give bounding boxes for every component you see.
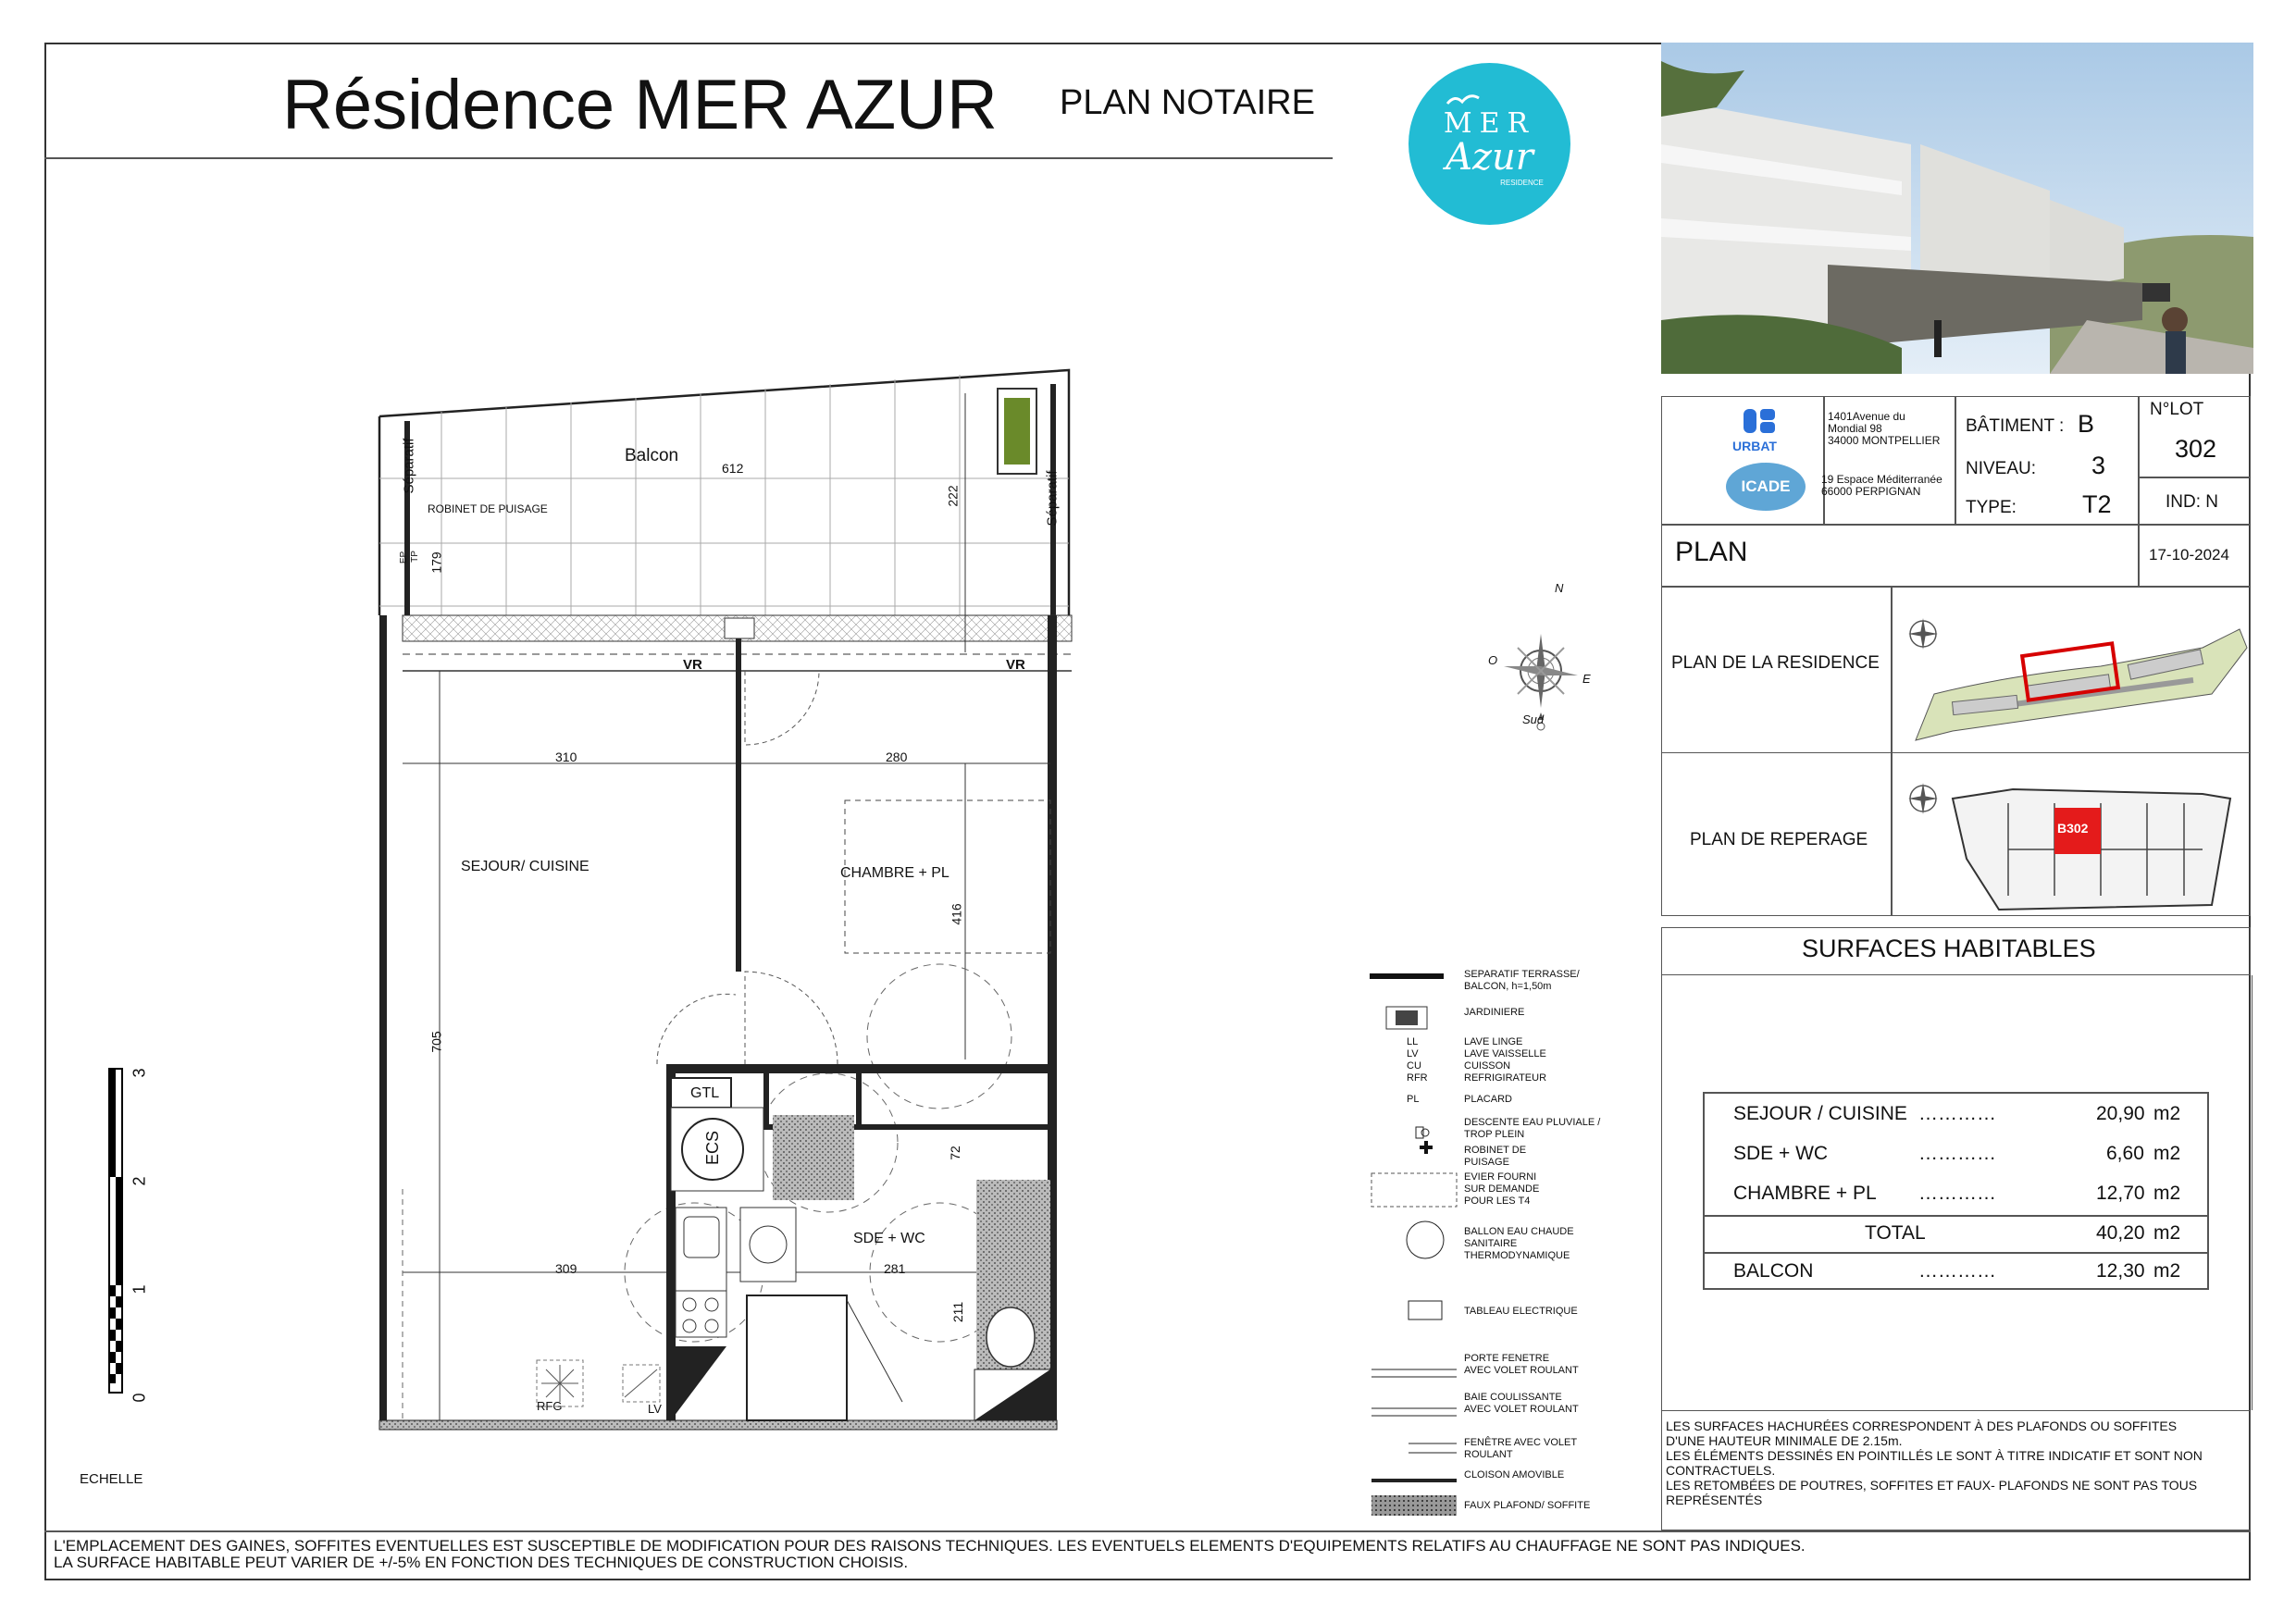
floor-plan <box>366 356 1106 1453</box>
room-sejour-label: SEJOUR/ CUISINE <box>461 859 590 874</box>
plan-date: 17-10-2024 <box>2149 546 2229 564</box>
compass-sud: Sud <box>1522 712 1545 726</box>
vr-label-left: VR <box>683 657 702 673</box>
legend-placard: PLACARD <box>1464 1094 1512 1105</box>
scale-tick-1: 1 <box>130 1284 149 1295</box>
surface-value: 12,70 <box>2096 1183 2145 1204</box>
legend-separatif: SEPARATIF TERRASSE/ BALCON, h=1,50m <box>1464 969 1580 992</box>
balcon-label: Balcon <box>625 446 679 465</box>
scale-tick-3: 3 <box>130 1068 149 1078</box>
dim-705: 705 <box>428 1031 444 1053</box>
legend-descente-eau: DESCENTE EAU PLUVIALE / TROP PLEIN <box>1464 1117 1601 1140</box>
legend-abbrev-codes: LL LV CU RFR <box>1407 1036 1428 1084</box>
surface-total-unit: m2 <box>2153 1222 2181 1244</box>
lv-label: LV <box>648 1402 662 1416</box>
compass-o: O <box>1488 653 1498 667</box>
legend-abbrev-meanings: LAVE LINGE LAVE VAISSELLE CUISSON REFRIGIRATEUR <box>1464 1036 1547 1084</box>
nlot-label: N°LOT <box>2150 400 2204 419</box>
legend-robinet: ROBINET DE PUISAGE <box>1464 1145 1527 1168</box>
surface-total-value: 40,20 <box>2096 1222 2145 1244</box>
niveau-label: NIVEAU: <box>1966 459 2037 478</box>
seagull-icon <box>1446 91 1483 109</box>
info-vline-3 <box>2138 396 2140 587</box>
icade-logo <box>1726 463 1806 511</box>
icade-address: 19 Espace Méditerranée 66000 PERPIGNAN <box>1821 473 1942 498</box>
notes-text: LES SURFACES HACHURÉES CORRESPONDENT À DES PLAFONDS OU SOFFITES D'UNE HAUTEUR MINIMALE DE 2.15m. LES ÉLÉMENTS DESSINÉS EN POINTILLÉS LE SONT À TITRE INDICATIF ET SONT NON CONTRACTUELS. LES RETOMBÉES DE POUTRES, SOFFITES ET FAUX- PLAFONDS NE SONT PAS TOUS REPRÉSENTÉS <box>1666 1419 2203 1507</box>
compass-icon <box>1481 574 1610 740</box>
info-hline-1 <box>2138 477 2251 478</box>
footer-divider <box>44 1530 2251 1532</box>
reperage-lot-tag: B302 <box>2057 821 2089 836</box>
scale-tick-0: 0 <box>130 1393 149 1403</box>
scale-tick-2: 2 <box>130 1176 149 1186</box>
legend-pl-code: PL <box>1407 1094 1420 1105</box>
surface-dots: ………… <box>1918 1143 1996 1164</box>
dim-72: 72 <box>947 1146 962 1160</box>
legend-tableau: TABLEAU ELECTRIQUE <box>1464 1306 1578 1317</box>
dim-310: 310 <box>555 750 577 764</box>
separatif-right-label: Séparatif <box>1044 470 1061 527</box>
type-label: TYPE: <box>1966 498 2017 517</box>
surface-value: 20,90 <box>2096 1103 2145 1124</box>
surfaces-total-line-bottom <box>1703 1252 2209 1254</box>
info-vline-2 <box>1955 396 1956 524</box>
logo-text-residence: RESIDENCE <box>1500 179 1544 187</box>
surfaces-title: SURFACES HABITABLES <box>1802 935 2096 962</box>
nlot-value: 302 <box>2175 435 2217 463</box>
legend-porte-fenetre: PORTE FENETRE AVEC VOLET ROULANT <box>1464 1353 1579 1376</box>
dim-179: 179 <box>428 551 444 574</box>
legend-faux-plafond: FAUX PLAFOND/ SOFFITE <box>1464 1500 1591 1511</box>
robinet-label: ROBINET DE PUISAGE <box>428 502 548 515</box>
surface-balcon-unit: m2 <box>2153 1260 2181 1282</box>
building-rendering <box>1661 43 2253 374</box>
icade-name: ICADE <box>1741 477 1791 495</box>
surface-name: CHAMBRE + PL <box>1733 1183 1877 1204</box>
rfg-label: RFG <box>537 1399 563 1413</box>
plan-label: PLAN <box>1675 537 1748 567</box>
legend-jardiniere: JARDINIERE <box>1464 1007 1525 1018</box>
legend-ballon: BALLON EAU CHAUDE SANITAIRE THERMODYNAMIQUE <box>1464 1226 1574 1261</box>
surface-balcon-value: 12,30 <box>2096 1260 2145 1282</box>
surface-dots: ………… <box>1918 1183 1996 1204</box>
info-hline-2 <box>1661 524 2251 526</box>
surface-balcon-dots: ………… <box>1918 1260 1996 1282</box>
surfaces-total-line-top <box>1703 1215 2209 1217</box>
residence-plan-label: PLAN DE LA RESIDENCE <box>1671 653 1880 673</box>
ep-label: EP <box>399 551 410 564</box>
reperage-map <box>1897 757 2249 912</box>
surface-unit: m2 <box>2153 1143 2181 1164</box>
room-chambre-label: CHAMBRE + PL <box>840 865 949 881</box>
dim-612: 612 <box>722 461 744 476</box>
batiment-label: BÂTIMENT : <box>1966 416 2065 436</box>
page-title: Résidence MER AZUR <box>282 66 998 144</box>
dim-280: 280 <box>886 750 908 764</box>
ecs-label: ECS <box>703 1130 723 1166</box>
plan-type-title: PLAN NOTAIRE <box>1060 83 1315 122</box>
tp-label: TP <box>409 551 420 563</box>
logo-text-azur: Azur <box>1446 136 1533 179</box>
info-vline-1 <box>1823 396 1825 524</box>
batiment-value: B <box>2078 410 2095 438</box>
surface-unit: m2 <box>2153 1183 2181 1204</box>
type-value: T2 <box>2082 490 2112 518</box>
dim-309: 309 <box>555 1261 577 1276</box>
urbat-logo-icon <box>1742 407 1779 435</box>
surface-dots: ………… <box>1918 1103 1996 1124</box>
urbat-name: URBAT <box>1732 439 1777 453</box>
legend-cloison: CLOISON AMOVIBLE <box>1464 1469 1565 1481</box>
gtl-label: GTL <box>690 1085 720 1101</box>
urbat-address: 1401Avenue du Mondial 98 34000 MONTPELLIER <box>1828 410 1941 447</box>
separatif-left-label: Séparatif <box>401 438 417 494</box>
footer-note: L'EMPLACEMENT DES GAINES, SOFFITES EVENTUELLES EST SUSCEPTIBLE DE MODIFICATION POUR DES RAISONS TECHNIQUES. LES EVENTUELS ELEMENTS D'EQUIPEMENTS RELATIFS AU CHAUFFAGE NE SONT PAS INDIQUES. LA SURFACE HABITABLE PEUT VARIER DE +/-5% EN FONCTION DES TECHNIQUES DE CONSTRUCTION CHOISIS. <box>54 1537 1806 1571</box>
surface-balcon-name: BALCON <box>1733 1260 1814 1282</box>
ind-value: IND: N <box>2166 492 2218 512</box>
niveau-value: 3 <box>2091 452 2106 479</box>
header-divider <box>44 157 1333 159</box>
surface-row-sejour <box>1733 1103 1907 1125</box>
scale-label: ECHELLE <box>80 1471 143 1487</box>
legend-baie: BAIE COULISSANTE AVEC VOLET ROULANT <box>1464 1392 1579 1415</box>
compass-e: E <box>1582 672 1591 686</box>
dim-211: 211 <box>950 1301 966 1323</box>
surface-name: SDE + WC <box>1733 1143 1829 1164</box>
dim-416: 416 <box>949 903 964 925</box>
legend-fenetre: FENÊTRE AVEC VOLET ROULANT <box>1464 1437 1578 1460</box>
logo-text-mer: MER <box>1443 107 1536 140</box>
residence-logo <box>1409 63 1570 225</box>
reperage-plan-label: PLAN DE REPERAGE <box>1690 830 1868 849</box>
surface-unit: m2 <box>2153 1103 2181 1124</box>
surface-total-name: TOTAL <box>1865 1222 1926 1244</box>
compass-n: N <box>1555 581 1564 595</box>
dim-281: 281 <box>884 1261 906 1276</box>
vr-label-right: VR <box>1006 657 1025 673</box>
legend-evier: EVIER FOURNI SUR DEMANDE POUR LES T4 <box>1464 1171 1540 1207</box>
surface-name: SEJOUR / CUISINE <box>1733 1103 1907 1124</box>
surface-value: 6,60 <box>2106 1143 2144 1164</box>
residence-site-map <box>1897 592 2249 750</box>
room-sde-label: SDE + WC <box>853 1231 925 1246</box>
dim-222: 222 <box>945 485 961 507</box>
scale-bar <box>102 1055 157 1406</box>
